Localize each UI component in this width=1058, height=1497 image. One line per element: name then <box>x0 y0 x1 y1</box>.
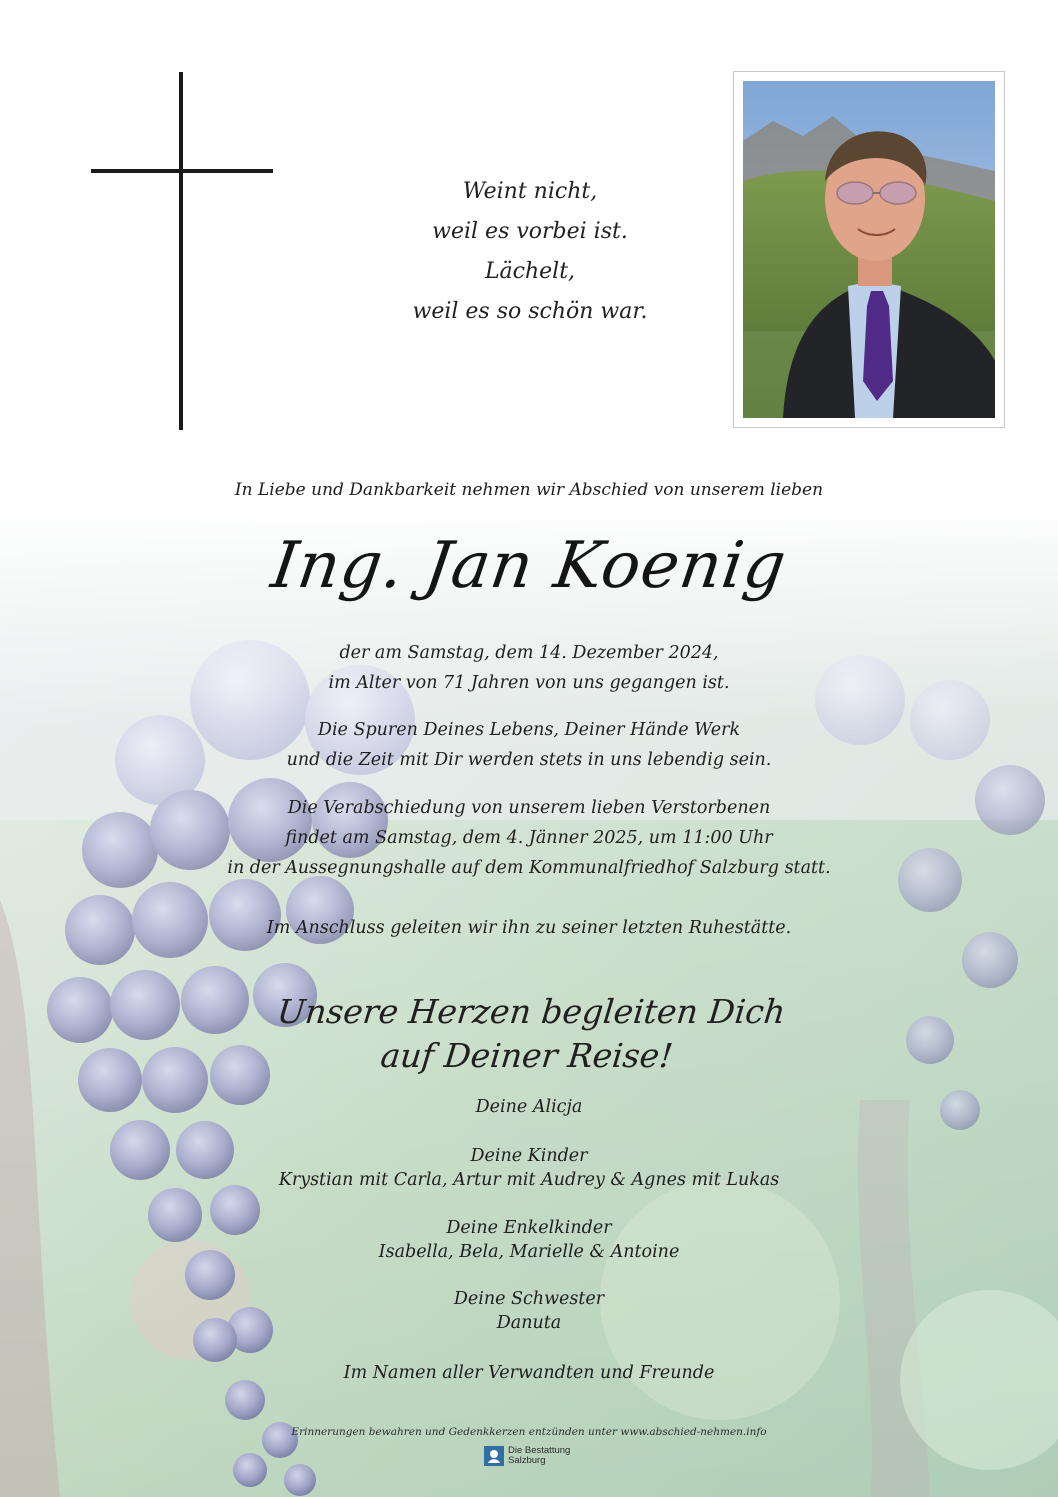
farewell-line: auf Deiner Reise! <box>378 1036 675 1075</box>
motto-line: weil es vorbei ist. <box>432 219 628 244</box>
ceremony-line: Die Verabschiedung von unserem lieben Verstorbenen <box>287 798 771 818</box>
logo-line: Die Bestattung <box>508 1445 571 1456</box>
mourner-sister <box>0 1287 1058 1335</box>
mourner-label: Deine Schwester <box>453 1289 605 1309</box>
tribute-line: und die Zeit mit Dir werden stets in uns lebendig sein. <box>286 750 772 770</box>
mourner-wife: Deine Alicja <box>475 1097 583 1117</box>
mourner-label: Deine Enkelkinder <box>446 1218 612 1238</box>
death-line: im Alter von 71 Jahren von uns gegangen ist. <box>328 673 730 693</box>
portrait-image <box>743 81 995 418</box>
deceased-name: Ing. Jan Koenig <box>266 529 792 603</box>
motto <box>340 172 720 332</box>
mourner-names: Isabella, Bela, Marielle & Antoine <box>378 1242 680 1262</box>
motto-line: Lächelt, <box>484 259 576 284</box>
motto-line: Weint nicht, <box>462 179 598 204</box>
intro-line: In Liebe und Dankbarkeit nehmen wir Abschied von unserem lieben <box>234 480 824 500</box>
bestattung-logo-icon <box>484 1446 504 1466</box>
death-notice <box>0 638 1058 698</box>
logo-line: Salzburg <box>508 1455 546 1466</box>
mourner-closing: Im Namen aller Verwandten und Freunde <box>343 1363 715 1383</box>
farewell-line: Unsere Herzen begleiten Dich <box>275 992 788 1031</box>
tribute-line: Die Spuren Deines Lebens, Deiner Hände Werk <box>317 720 741 740</box>
burial-info: Im Anschluss geleiten wir ihn zu seiner letzten Ruhestätte. <box>266 918 792 938</box>
footer-note: Erinnerungen bewahren und Gedenkkerzen entzünden unter www.abschied-nehmen.info <box>291 1426 767 1438</box>
ceremony-info <box>0 793 1058 883</box>
portrait-photo <box>733 71 1005 428</box>
tribute <box>0 715 1058 775</box>
funeral-home-logo <box>484 1446 570 1466</box>
mourner-children <box>0 1144 1058 1192</box>
mourner-names: Danuta <box>496 1313 562 1333</box>
death-line: der am Samstag, dem 14. Dezember 2024, <box>339 643 719 663</box>
mourner-grandchildren <box>0 1216 1058 1264</box>
mourner-label: Deine Kinder <box>470 1146 588 1166</box>
farewell-verse <box>0 990 1058 1078</box>
ceremony-line: in der Aussegnungshalle auf dem Kommunalfriedhof Salzburg statt. <box>227 858 831 878</box>
ceremony-line: findet am Samstag, dem 4. Jänner 2025, um 11:00 Uhr <box>285 828 773 848</box>
motto-line: weil es so schön war. <box>412 299 648 324</box>
mourner-names: Krystian mit Carla, Artur mit Audrey & Agnes mit Lukas <box>278 1170 780 1190</box>
